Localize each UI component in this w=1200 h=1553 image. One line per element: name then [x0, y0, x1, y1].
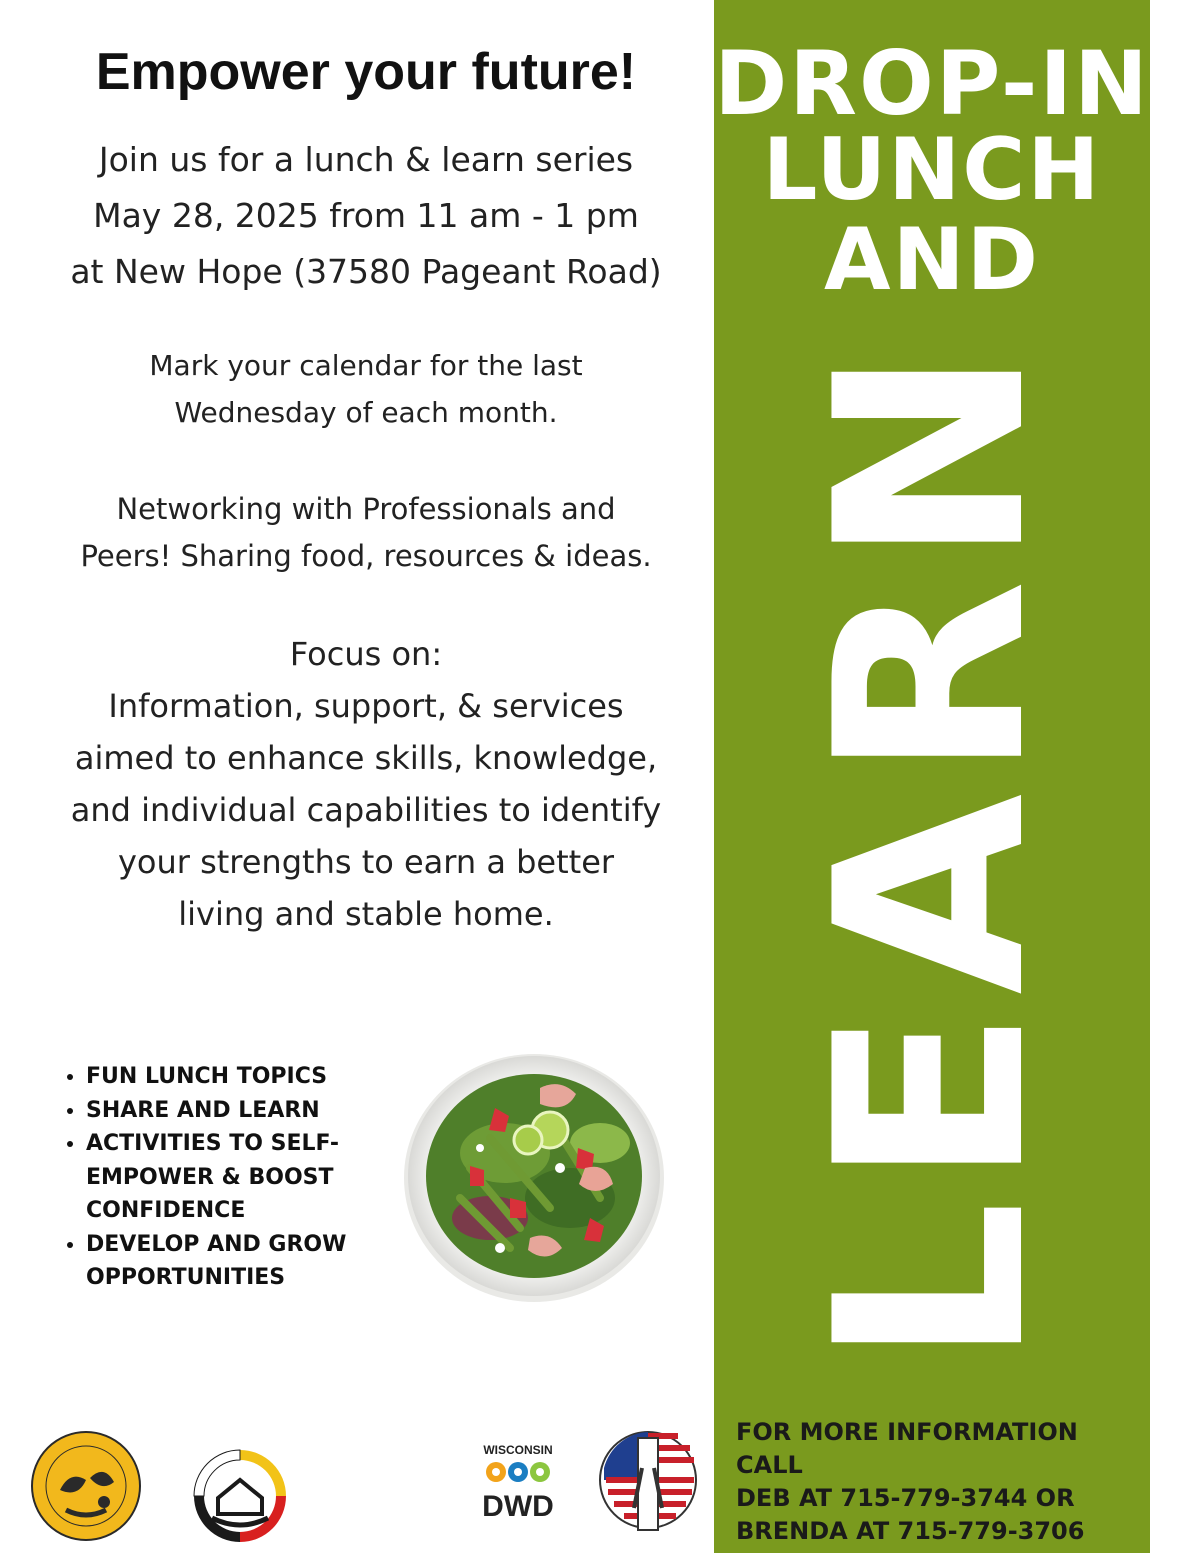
veterans-flag-logo — [598, 1428, 698, 1538]
wisconsin-dwd-logo — [474, 1440, 562, 1524]
dwd-name-label: DWD — [482, 1490, 554, 1523]
contact-info — [736, 1416, 1136, 1548]
bullet-list — [56, 1060, 416, 1295]
networking-line-2: Peers! Sharing food, resources & ideas. — [80, 539, 652, 573]
headline: Empower your future! — [95, 43, 637, 101]
intro-line-2: May 28, 2025 from 11 am - 1 pm — [93, 196, 639, 235]
focus-body: Information, support, & services aimed to enhance skills, knowledge, and individual capabilities to identify your strengths to earn a better living and stable home. — [70, 687, 662, 933]
vertical-learn-wrap — [781, 333, 1083, 1367]
tribe-seal-logo — [30, 1430, 142, 1542]
salad-bowl-image — [400, 1048, 668, 1304]
contact-line-2: DEB AT 715-779-3744 OR — [736, 1484, 1075, 1512]
calendar-line-2: Wednesday of each month. — [174, 396, 558, 429]
banner-line-3: AND — [824, 210, 1040, 310]
focus-heading: Focus on: — [289, 635, 443, 673]
networking-line-1: Networking with Professionals and — [116, 492, 616, 526]
bullet-item: • FUN LUNCH TOPICS — [86, 1060, 416, 1094]
banner-line-1: DROP-IN — [714, 32, 1150, 135]
bullet-item: • DEVELOP AND GROW OPPORTUNITIES — [86, 1228, 416, 1295]
bullet-item: • ACTIVITIES TO SELF-EMPOWER & BOOST CONFIDENCE — [86, 1127, 416, 1228]
calendar-line-1: Mark your calendar for the last — [149, 349, 583, 382]
event-intro — [30, 132, 702, 300]
banner-line-2: LUNCH — [762, 120, 1102, 220]
dwd-state-label: WISCONSIN — [483, 1443, 553, 1457]
contact-line-1: FOR MORE INFORMATION CALL — [736, 1418, 1078, 1479]
housing-authority-logo — [176, 1430, 304, 1550]
networking-note — [30, 486, 702, 580]
intro-line-1: Join us for a lunch & learn series — [98, 140, 634, 179]
intro-line-3: at New Hope (37580 Pageant Road) — [70, 252, 662, 291]
banner-vertical-learn: LEARN — [781, 333, 1083, 1367]
bullet-item: • SHARE AND LEARN — [86, 1094, 416, 1128]
contact-line-3: BRENDA AT 715-779-3706 — [736, 1517, 1085, 1545]
calendar-note — [30, 342, 702, 436]
